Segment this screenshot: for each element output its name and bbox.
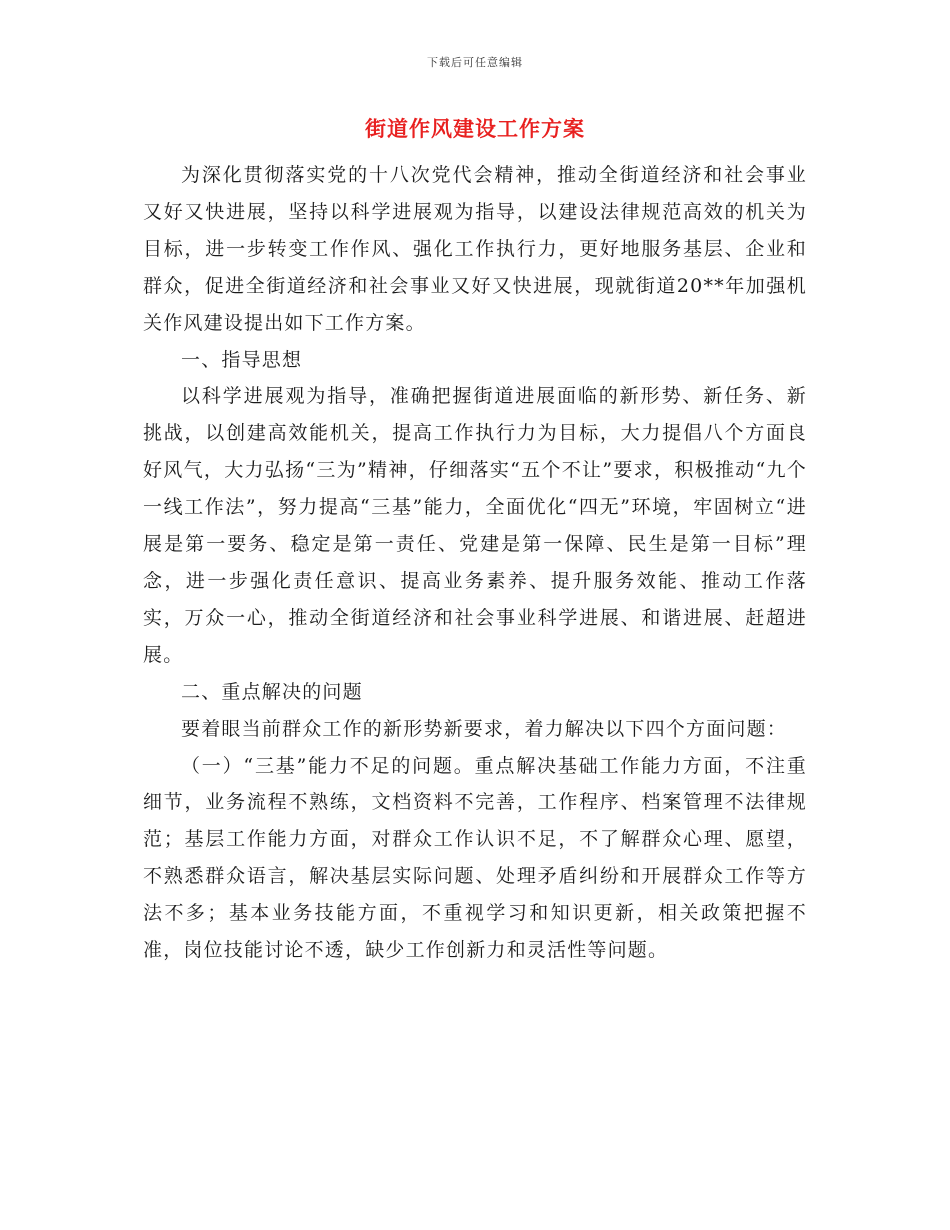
section-heading-guiding-ideology: 一、指导思想 [181, 348, 303, 371]
document-body [143, 157, 807, 969]
paragraph-problem-one: （一）“三基”能力不足的问题。重点解决基础工作能力方面，不注重细节，业务流程不熟练，文档资料不完善，工作程序、档案管理不法律规范；基层工作能力方面，对群众工作认识不足，不了解群众心理、愿望，不熟悉群众语言，解决基层实际问题、处理矛盾纠纷和开展群众工作等方法不多；基本业务技能方面，不重视学习和知识更新，相关政策把握不准，岗位技能讨论不透，缺少工作创新力和灵活性等问题。 [143, 754, 807, 962]
paragraph-guiding-ideology: 以科学进展观为指导，准确把握街道进展面临的新形势、新任务、新挑战，以创建高效能机关，提高工作执行力为目标，大力提倡八个方面良好风气，大力弘扬“三为”精神，仔细落实“五个不让”要求，积极推动“九个一线工作法”，努力提高“三基”能力，全面优化“四无”环境，牢固树立“进展是第一要务、稳定是第一责任、党建是第一保障、民生是第一目标”理念，进一步强化责任意识、提高业务素养、提升服务效能、推动工作落实，万众一心，推动全街道经济和社会事业科学进展、和谐进展、赶超进展。 [143, 385, 807, 666]
paragraph-key-problems-intro: 要着眼当前群众工作的新形势新要求，着力解决以下四个方面问题： [181, 717, 788, 740]
paragraph-intro: 为深化贯彻落实党的十八次党代会精神，推动全街道经济和社会事业又好又快进展，坚持以科学进展观为指导，以建设法律规范高效的机关为目标，进一步转变工作作风、强化工作执行力，更好地服务基层、企业和群众，促进全街道经济和社会事业又好又快进展，现就街道20**年加强机关作风建设提出如下工作方案。 [143, 164, 807, 334]
header-note: 下载后可任意编辑 [427, 56, 523, 69]
document-title: 街道作风建设工作方案 [365, 116, 585, 141]
section-heading-key-problems: 二、重点解决的问题 [181, 680, 363, 703]
